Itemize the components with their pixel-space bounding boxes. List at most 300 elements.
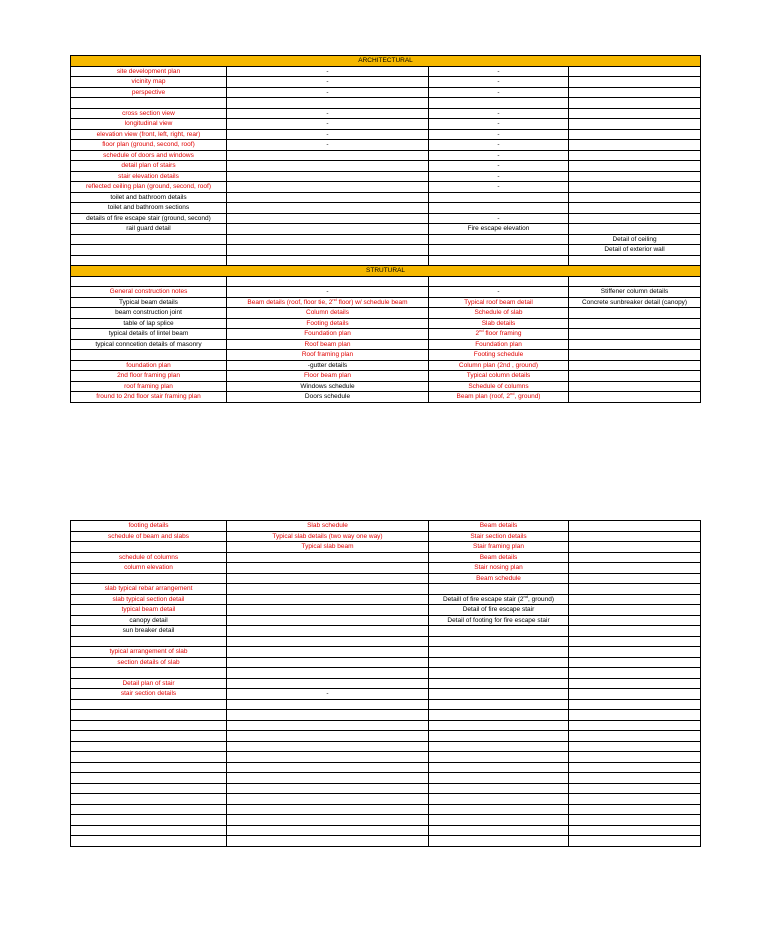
cell-text-rest: , ground) [514, 393, 541, 401]
cell-text: Detaill of fire escape stair (2 [442, 595, 524, 603]
table-cell: Roof beam plan [227, 339, 429, 350]
table-cell [569, 360, 701, 371]
table-cell [569, 563, 701, 574]
table-cell [227, 752, 429, 763]
table-row [71, 276, 701, 287]
table-cell: schedule of beam and slabs [71, 531, 227, 542]
table-cell [71, 234, 227, 245]
table-cell [71, 573, 227, 584]
table-row [71, 657, 701, 668]
table-row [71, 108, 701, 119]
table-cell: Beam details [429, 552, 569, 563]
table-cell [569, 836, 701, 847]
table-row [71, 245, 701, 256]
ordinal-suffix: nd [510, 391, 515, 397]
table-cell: Footing schedule [429, 350, 569, 361]
table-cell [569, 668, 701, 679]
table-cell: - [429, 119, 569, 130]
table-cell [71, 245, 227, 256]
table-cell [429, 584, 569, 595]
table-cell [569, 521, 701, 532]
table-cell [71, 731, 227, 742]
table-cell [227, 98, 429, 109]
table-cell: Stair section details [429, 531, 569, 542]
table-row [71, 140, 701, 151]
table-cell [429, 794, 569, 805]
table-cell [569, 77, 701, 88]
cell-text-rest: , ground) [527, 595, 555, 603]
table-cell [569, 720, 701, 731]
table-cell: Slab details [429, 318, 569, 329]
table-cell [429, 678, 569, 689]
table-cell: reflected ceiling plan (ground, second, roof) [71, 182, 227, 193]
table-cell [429, 657, 569, 668]
table-row [71, 297, 701, 308]
table-row [71, 804, 701, 815]
table-row [71, 710, 701, 721]
table-cell: Column plan (2nd , ground) [429, 360, 569, 371]
table-cell [569, 794, 701, 805]
table-cell [227, 594, 429, 605]
table-cell: Beam details [429, 521, 569, 532]
table-cell: Concrete sunbreaker detail (canopy) [569, 297, 701, 308]
table-cell [569, 731, 701, 742]
table-cell: longitudinal view [71, 119, 227, 130]
table-cell: detail plan of stairs [71, 161, 227, 172]
table-cell [429, 710, 569, 721]
table-cell [429, 804, 569, 815]
table-cell: Typical column details [429, 371, 569, 382]
table-cell [227, 203, 429, 214]
table-cell [227, 224, 429, 235]
table-cell: rail guard detail [71, 224, 227, 235]
table-cell [71, 794, 227, 805]
table-cell [227, 699, 429, 710]
table-cell [569, 678, 701, 689]
table-cell: - [429, 129, 569, 140]
table-cell [569, 531, 701, 542]
table-row [71, 213, 701, 224]
table-row [71, 255, 701, 266]
table-cell: site development plan [71, 66, 227, 77]
ordinal-suffix: nd [332, 297, 337, 302]
table-cell [227, 276, 429, 287]
table-row [71, 731, 701, 742]
table-row [71, 161, 701, 172]
table-cell: Typical slab details (two way one way) [227, 531, 429, 542]
table-cell [569, 308, 701, 319]
table-row [71, 150, 701, 161]
table-cell [71, 783, 227, 794]
table-cell [227, 297, 429, 308]
table-cell [429, 594, 569, 605]
table-cell: - [429, 171, 569, 182]
table-row [71, 318, 701, 329]
table-cell [429, 392, 569, 403]
cell-text: Beam details (roof, floor tie, 2 [247, 298, 333, 306]
table-row [71, 752, 701, 763]
table-cell: section details of slab [71, 657, 227, 668]
table-cell: - [227, 119, 429, 130]
table-cell: Detail of exterior wall [569, 245, 701, 256]
table-cell: - [429, 66, 569, 77]
table-cell [71, 710, 227, 721]
table-cell: details of fire escape stair (ground, second) [71, 213, 227, 224]
table-cell: fround to 2nd floor stair framing plan [71, 392, 227, 403]
table-cell [429, 98, 569, 109]
section-header: ARCHITECTURAL [71, 56, 701, 67]
table-cell [429, 836, 569, 847]
table-cell [429, 203, 569, 214]
table-cell [227, 825, 429, 836]
table-cell [429, 689, 569, 700]
table-cell: roof framing plan [71, 381, 227, 392]
table-cell [227, 731, 429, 742]
cell-text: 2 [475, 330, 480, 338]
table-cell: - [227, 287, 429, 298]
table-cell: Doors schedule [227, 392, 429, 403]
table-cell: elevation view (front, left, right, rear) [71, 129, 227, 140]
table-cell [429, 752, 569, 763]
table-cell: cross section view [71, 108, 227, 119]
table-row [71, 626, 701, 637]
table-cell: Stiffener column details [569, 287, 701, 298]
table-row [71, 66, 701, 77]
table-cell: Fire escape elevation [429, 224, 569, 235]
table-row [71, 392, 701, 403]
table-cell [569, 647, 701, 658]
table-cell [569, 657, 701, 668]
table-cell [569, 66, 701, 77]
table-cell [569, 213, 701, 224]
table-row [71, 98, 701, 109]
table-row [71, 350, 701, 361]
table-cell [227, 762, 429, 773]
table-cell [227, 710, 429, 721]
table-cell [429, 276, 569, 287]
table-cell: stair elevation details [71, 171, 227, 182]
table-cell: - [429, 161, 569, 172]
table-body [71, 56, 701, 403]
table-cell: slab typical section detail [71, 594, 227, 605]
table-cell [569, 626, 701, 637]
table-cell: typical beam detail [71, 605, 227, 616]
table-cell: Schedule of slab [429, 308, 569, 319]
table-cell [569, 783, 701, 794]
table-cell [227, 647, 429, 658]
table-cell: - [429, 150, 569, 161]
table-cell [71, 804, 227, 815]
table-cell: Column details [227, 308, 429, 319]
table-cell [429, 329, 569, 340]
cell-text-rest: floor) w/ schedule beam [336, 298, 408, 306]
table-cell: - [227, 129, 429, 140]
table-cell: Detail plan of stair [71, 678, 227, 689]
table-cell [569, 329, 701, 340]
table-cell: - [429, 140, 569, 151]
table-cell [569, 129, 701, 140]
table-row [71, 287, 701, 298]
table-cell: table of lap splice [71, 318, 227, 329]
table-cell [429, 192, 569, 203]
table-cell: typical arrangement of slab [71, 647, 227, 658]
table-cell [569, 710, 701, 721]
table-row [71, 615, 701, 626]
table-cell [71, 773, 227, 784]
table-cell: Windows schedule [227, 381, 429, 392]
table-cell [71, 255, 227, 266]
table-cell: beam construction joint [71, 308, 227, 319]
table-cell: Footing details [227, 318, 429, 329]
table-cell: schedule of columns [71, 552, 227, 563]
table-cell [227, 245, 429, 256]
table-cell: typical conncetion details of masonry [71, 339, 227, 350]
table-cell: vicinity map [71, 77, 227, 88]
table-cell [227, 783, 429, 794]
table-cell: 2nd floor framing plan [71, 371, 227, 382]
table-cell [569, 318, 701, 329]
table-row [71, 794, 701, 805]
table-cell: Typical slab beam [227, 542, 429, 553]
table-row [71, 741, 701, 752]
table-cell [569, 339, 701, 350]
table-cell [569, 762, 701, 773]
table-cell [227, 213, 429, 224]
table-cell [227, 161, 429, 172]
table-row [71, 720, 701, 731]
table-cell [569, 87, 701, 98]
table-row [71, 668, 701, 679]
table-cell [429, 245, 569, 256]
table-cell [429, 626, 569, 637]
table-cell [227, 804, 429, 815]
table-cell: -gutter details [227, 360, 429, 371]
table-row [71, 584, 701, 595]
table-cell: column elevation [71, 563, 227, 574]
table-cell [569, 741, 701, 752]
table-row [71, 308, 701, 319]
table-cell [227, 636, 429, 647]
table-cell: Slab schedule [227, 521, 429, 532]
table-cell [71, 350, 227, 361]
table-row [71, 192, 701, 203]
table-cell [227, 720, 429, 731]
table-cell: Roof framing plan [227, 350, 429, 361]
table-cell [569, 552, 701, 563]
table-cell [429, 234, 569, 245]
table-cell [569, 150, 701, 161]
table-row [71, 329, 701, 340]
table-cell [569, 594, 701, 605]
table-row [71, 234, 701, 245]
table-row [71, 266, 701, 277]
table-cell [569, 192, 701, 203]
table-cell [227, 171, 429, 182]
table-cell: toilet and bathroom details [71, 192, 227, 203]
table-row [71, 815, 701, 826]
table-row [71, 381, 701, 392]
table-cell [429, 699, 569, 710]
table-cell: Detail of fire escape stair [429, 605, 569, 616]
table-cell [71, 752, 227, 763]
table-row [71, 699, 701, 710]
table-cell [227, 741, 429, 752]
table-cell [429, 720, 569, 731]
table-row [71, 129, 701, 140]
table-cell: General construction notes [71, 287, 227, 298]
table-row [71, 689, 701, 700]
table-cell [71, 825, 227, 836]
table-cell [429, 762, 569, 773]
table-cell [429, 815, 569, 826]
table-cell [569, 350, 701, 361]
table-cell: Beam schedule [429, 573, 569, 584]
table-cell: - [429, 182, 569, 193]
table-cell [429, 741, 569, 752]
table-row [71, 339, 701, 350]
table-cell [227, 626, 429, 637]
table-cell [227, 150, 429, 161]
table-cell [71, 720, 227, 731]
table-row [71, 552, 701, 563]
table-cell [429, 647, 569, 658]
table-cell [227, 192, 429, 203]
table-cell [569, 392, 701, 403]
table-cell: - [227, 689, 429, 700]
table-cell: toilet and bathroom sections [71, 203, 227, 214]
table-cell: - [227, 77, 429, 88]
table-cell [569, 699, 701, 710]
table-cell [71, 276, 227, 287]
table-cell [569, 825, 701, 836]
table-cell: Schedule of columns [429, 381, 569, 392]
table-cell: Floor beam plan [227, 371, 429, 382]
table-row [71, 563, 701, 574]
table-cell: - [429, 108, 569, 119]
table-cell [569, 108, 701, 119]
table-row [71, 56, 701, 67]
architectural-structural-drawing-list [70, 55, 701, 403]
table-cell [569, 182, 701, 193]
table-cell: - [227, 66, 429, 77]
table-row [71, 762, 701, 773]
table-cell [569, 573, 701, 584]
table-cell: - [227, 87, 429, 98]
table-cell: stair section details [71, 689, 227, 700]
table-row [71, 542, 701, 553]
table-cell [71, 542, 227, 553]
table-row [71, 825, 701, 836]
table-cell [569, 140, 701, 151]
table-cell: typical details of lintel beam [71, 329, 227, 340]
table-cell [71, 741, 227, 752]
table-row [71, 783, 701, 794]
structural-details-drawing-list [70, 520, 701, 847]
table-cell [71, 815, 227, 826]
table-cell [429, 825, 569, 836]
table-cell [71, 98, 227, 109]
table-cell: - [227, 140, 429, 151]
table-row [71, 773, 701, 784]
table-cell [569, 804, 701, 815]
table-cell [569, 161, 701, 172]
table-row [71, 521, 701, 532]
table-cell [429, 668, 569, 679]
table-cell [569, 815, 701, 826]
table-cell [227, 657, 429, 668]
table-cell [71, 836, 227, 847]
table-cell [569, 773, 701, 784]
table-cell [227, 773, 429, 784]
table-cell [71, 699, 227, 710]
table-row [71, 594, 701, 605]
table-cell [569, 689, 701, 700]
table-cell: perspective [71, 87, 227, 98]
table-cell [429, 783, 569, 794]
table-cell [569, 371, 701, 382]
table-cell: - [429, 213, 569, 224]
table-cell [71, 636, 227, 647]
table-cell: - [429, 77, 569, 88]
table-cell [569, 381, 701, 392]
table-row [71, 371, 701, 382]
table-cell [227, 605, 429, 616]
table-cell [569, 636, 701, 647]
table-cell: Foundation plan [429, 339, 569, 350]
table-row [71, 531, 701, 542]
table-cell [569, 542, 701, 553]
table-cell: - [429, 287, 569, 298]
table-cell [227, 668, 429, 679]
table-cell [227, 182, 429, 193]
table-cell [569, 203, 701, 214]
table-cell [569, 584, 701, 595]
table-row [71, 647, 701, 658]
table-row [71, 836, 701, 847]
table-row [71, 203, 701, 214]
table-cell: slab typical rebar arrangement [71, 584, 227, 595]
table-row [71, 224, 701, 235]
ordinal-suffix: nd [479, 328, 484, 334]
table-cell [569, 255, 701, 266]
table-cell: Stair nosing plan [429, 563, 569, 574]
table-cell: sun breaker detail [71, 626, 227, 637]
table-row [71, 605, 701, 616]
table-cell [227, 573, 429, 584]
table-cell [569, 98, 701, 109]
table-row [71, 171, 701, 182]
table-cell [569, 224, 701, 235]
cell-text-rest: floor framing [483, 330, 522, 338]
table-cell [429, 731, 569, 742]
table-cell: Typical roof beam detail [429, 297, 569, 308]
table-cell [227, 678, 429, 689]
table-row [71, 573, 701, 584]
table-cell [71, 668, 227, 679]
table-cell: schedule of doors and windows [71, 150, 227, 161]
table-row [71, 87, 701, 98]
table-cell: footing details [71, 521, 227, 532]
table-cell: Detail of ceiling [569, 234, 701, 245]
table-row [71, 77, 701, 88]
table-cell [227, 584, 429, 595]
table-cell: foundation plan [71, 360, 227, 371]
table-cell [227, 552, 429, 563]
cell-text: Beam plan (roof, 2 [456, 393, 510, 401]
table-cell: - [227, 108, 429, 119]
table-cell [227, 615, 429, 626]
table-cell: floor plan (ground, second, roof) [71, 140, 227, 151]
